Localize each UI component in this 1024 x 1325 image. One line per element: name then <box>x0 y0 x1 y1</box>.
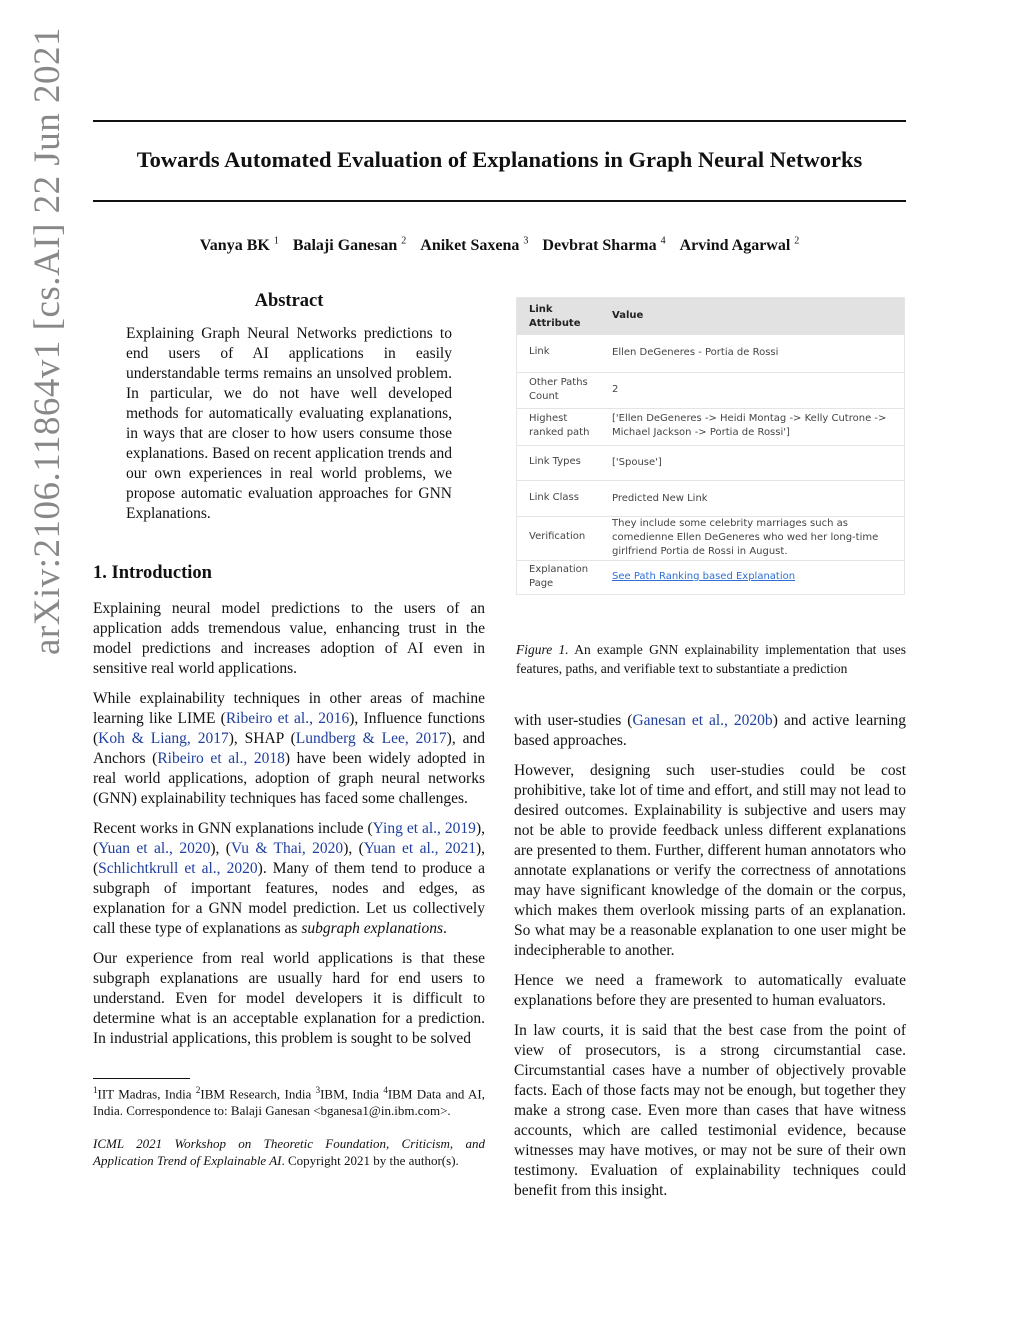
top-rule <box>93 120 906 122</box>
footnote <box>93 1082 485 1185</box>
author: Devbrat Sharma $^4$ <box>542 236 666 255</box>
citation-link[interactable]: Ribeiro et al., 2018 <box>157 750 285 767</box>
table-row: Link Types ['Spouse'] <box>517 445 904 481</box>
right-paragraph-2: However, designing such user-studies could be cost prohibitive, take lot of time and effort, and still may not lead to desired outcomes. Explainability is subjective and users may not be able to provide feedback unless different explanations are presented to them. Further, different human annotators who annotate explanations or verify the correctness of annotations may have significant knowledge of the domain or the corpus, which makes them overlook missing parts of an explanation. So what may be a reasonable explanation to one user might be indecipherable to another. <box>514 762 906 959</box>
intro-paragraph-1: Explaining neural model predictions to the users of an application adds tremendous value, enhancing trust in the model predictions and increases adoption of AI even in sensitive real world applications. <box>93 600 485 677</box>
citation-link[interactable]: Yuan et al., 2021 <box>363 840 476 857</box>
author-list <box>93 236 906 255</box>
table-row: Link Class Predicted New Link <box>517 480 904 517</box>
table-row: Explanation Page See Path Ranking based Explanation <box>529 564 796 589</box>
author: Arvind Agarwal $^2$ <box>679 236 800 255</box>
citation-link[interactable]: Schlichtkrull et al., 2020 <box>98 860 258 877</box>
table-header-row <box>517 298 904 335</box>
author: Balaji Ganesan $^2$ <box>292 236 407 255</box>
venue-note: ICML 2021 Workshop on Theoretic Foundation, Criticism, and Application Trend of Explainable AI. Copyright 2021 by the author(s). <box>93 1136 485 1169</box>
footnote-rule <box>93 1078 190 1079</box>
title-bottom-rule <box>93 200 906 202</box>
citation-link[interactable]: Ying et al., 2019 <box>372 820 476 837</box>
citation-link[interactable]: Vu & Thai, 2020 <box>230 840 344 857</box>
author: Aniket Saxena $^3$ <box>420 236 529 255</box>
paper-title: Towards Automated Evaluation of Explanations in Graph Neural Networks <box>136 147 863 172</box>
figure-1-caption: Figure 1. An example GNN explainability implementation that uses features, paths, and verifiable text to substantiate a prediction <box>516 642 906 676</box>
explanation-page-link[interactable]: See Path Ranking based Explanation <box>612 571 796 582</box>
header-value: Value <box>612 310 644 321</box>
left-column-body <box>93 599 485 1059</box>
affiliations-note: $^1$IIT Madras, India $^2$IBM Research, India $^3$IBM, India $^4$IBM Data and AI, India. Correspondence to: Balaji Ganesan <bganesa1@in.ibm.com>. <box>93 1085 485 1119</box>
author: Vanya BK $^1$ <box>199 236 279 255</box>
abstract-text: Explaining Graph Neural Networks predictions to end users of AI applications in easily understandable terms remains an unsolved problem. In particular, we do not have well developed methods for automatically evaluating explanations, in ways that are closer to how users consume those explanations. Based on recent application trends and our own experiences in real world problems, we propose automatic evaluation approaches for GNN Explanations. <box>126 325 452 522</box>
right-paragraph-4: In law courts, it is said that the best case from the point of view of prosecutors, is a strong circumstantial case. Circumstantial cases have a number of objectively provable facts. Each of those facts may not be enough, but together they make a strong case. Even more than cases that have witness accounts, which are called testimonial evidence, because witnesses may have motives, or may not be sure of their own testimony. Evaluation of explainability techniques could benefit from this insight. <box>514 1022 906 1199</box>
abstract-heading: Abstract <box>254 291 324 311</box>
citation-link[interactable]: Ribeiro et al., 2016 <box>225 710 350 727</box>
citation-link[interactable]: Koh & Liang, 2017 <box>98 730 229 747</box>
table-row: Highest ranked path ['Ellen DeGeneres -> Heidi Montag -> Kelly Cutrone -> Michael Jackson -> Portia de Rossi'] <box>517 408 904 446</box>
citation-link[interactable]: Ganesan et al., 2020b <box>632 712 773 729</box>
intro-paragraph-4: Our experience from real world applications is that these subgraph explanations are usually hard for end users to understand. Even for model developers it is difficult to determine what is an acceptable explanation for a prediction. In industrial applications, this problem is sought to be solved <box>93 950 485 1047</box>
right-column-body <box>514 711 906 1211</box>
right-paragraph-3: Hence we need a framework to automatically evaluate explanations before they are presented to human evaluators. <box>514 972 906 1009</box>
section-heading-introduction: 1. Introduction <box>93 563 212 583</box>
right-paragraph-1: with user-studies (Ganesan et al., 2020b) and active learning based approaches. <box>514 712 907 749</box>
figure-1-table <box>516 297 905 595</box>
table-row: Verification They include some celebrity marriages such as comedienne Ellen DeGeneres who wed her long-time girlfriend Portia de Rossi in August. <box>517 516 904 561</box>
citation-link[interactable]: Lundberg & Lee, 2017 <box>295 730 447 747</box>
intro-paragraph-3: Recent works in GNN explanations include (Ying et al., 2019), (Yuan et al., 2020), (Vu & Thai, 2020), (Yuan et al., 2021), (Schlichtkrull et al., 2020). Many of them tend to produce a subgraph of important features, nodes and edges, as explanation for a GNN model prediction. Let us collectively call these type of explanations as subgraph explanations. <box>93 820 485 937</box>
citation-link[interactable]: Yuan et al., 2020 <box>98 840 211 857</box>
header-link-attribute: Link Attribute <box>529 304 581 329</box>
table-row: Link Ellen DeGeneres - Portia de Rossi <box>517 334 904 373</box>
table-row: Other Paths Count 2 <box>517 372 904 409</box>
arxiv-stamp: arXiv:2106.11864v1 [cs.AI] 22 Jun 2021 <box>27 26 68 655</box>
intro-paragraph-2: While explainability techniques in other areas of machine learning like LIME (Ribeiro et al., 2016), Influence functions (Koh & Liang, 2017), SHAP (Lundberg & Lee, 2017), and Anchors (Ribeiro et al., 2018) have been widely adopted in real world applications, adoption of graph neural networks (GNN) explainability techniques has faced some challenges. <box>93 690 486 807</box>
